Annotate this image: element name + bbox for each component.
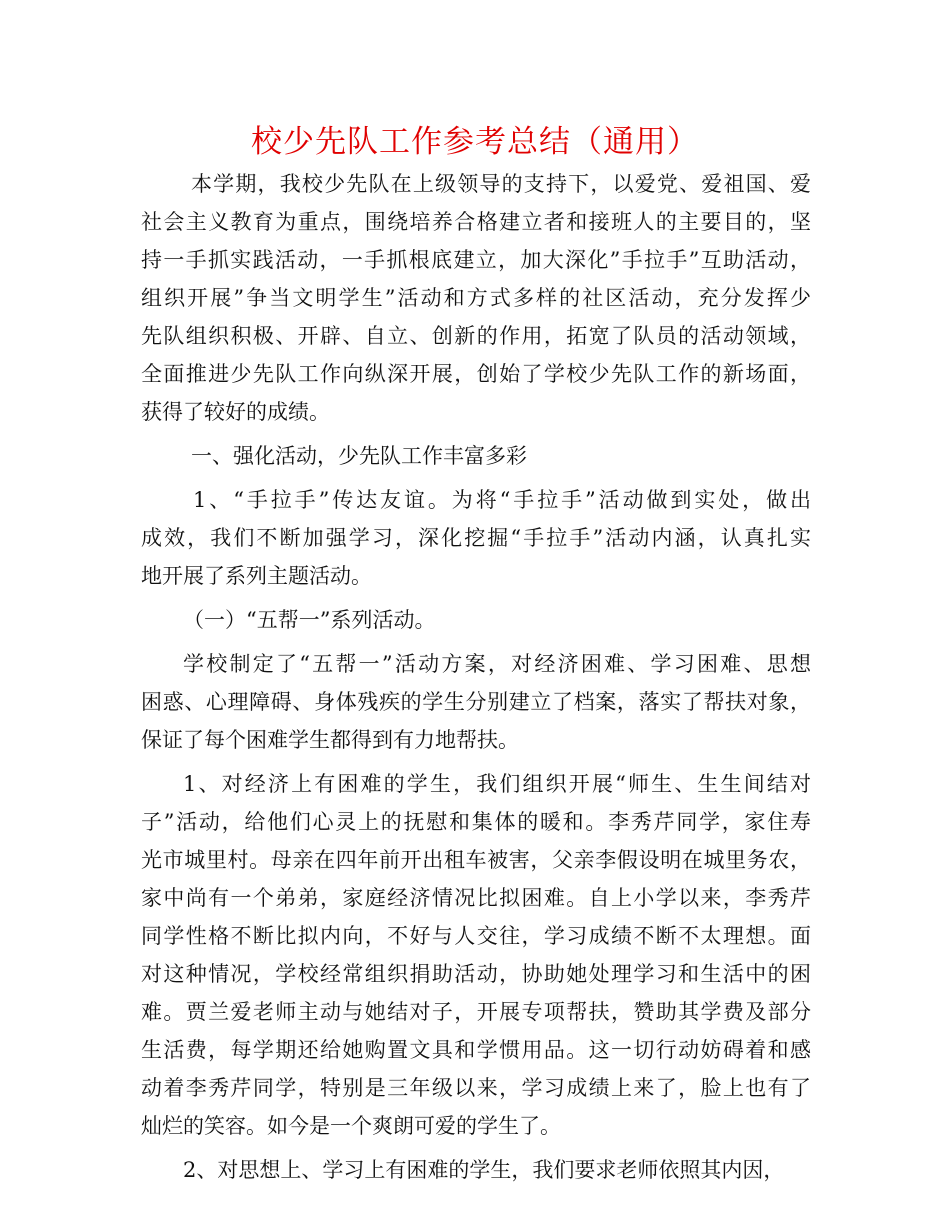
text-line: 先队组织积极、开辟、自立、创新的作用，拓宽了队员的活动领域， [141, 324, 811, 348]
text-line: 成效，我们不断加强学习，深化挖掘“手拉手”活动内涵，认真扎实 [141, 526, 811, 550]
text-line: 同学性格不断比拟内向，不好与人交往，学习成绩不断不太理想。面 [141, 924, 811, 948]
text-line: 生活费，每学期还给她购置文具和学惯用品。这一切行动妨碍着和感 [141, 1038, 811, 1062]
text-line: 持一手抓实践活动，一手抓根底建立，加大深化”手拉手”互助活动， [141, 248, 811, 272]
text-line: 1、对经济上有困难的学生，我们组织开展“师生、生生间结对 [183, 772, 811, 796]
paragraph-section-1 [141, 437, 811, 475]
text-line: 灿烂的笑容。如今是一个爽朗可爱的学生了。 [141, 1114, 561, 1138]
paragraph-sub-1 [141, 601, 811, 639]
text-line: 动着李秀芹同学，特别是三年级以来，学习成绩上来了，脸上也有了 [141, 1076, 811, 1100]
paragraph-para-plan [141, 645, 811, 759]
paragraph-intro [141, 165, 811, 431]
text-line: 家中尚有一个弟弟，家庭经济情况比拟困难。自上小学以来，李秀芹 [141, 886, 811, 910]
text-line: 本学期，我校少先队在上级领导的支持下，以爱党、爱祖国、爱 [191, 172, 811, 196]
text-line: 获得了较好的成绩。 [141, 400, 330, 424]
document-body [141, 165, 811, 1189]
text-line: （一）“五帮一”系列活动。 [183, 608, 436, 632]
text-line: 对这种情况，学校经常组织捐助活动，协助她处理学习和生活中的困 [141, 962, 811, 986]
paragraph-item-1 [141, 481, 811, 595]
text-line: 社会主义教育为重点，围绕培养合格建立者和接班人的主要目的，坚 [141, 210, 811, 234]
text-line: 保证了每个困难学生都得到有力地帮扶。 [141, 728, 519, 752]
document-title: 校少先队工作参考总结（通用） [251, 124, 699, 160]
text-line: 2、对思想上、学习上有困难的学生，我们要求老师依照其内因， [183, 1158, 785, 1182]
paragraph-para-thought [141, 1151, 811, 1189]
text-line: 难。贾兰爱老师主动与她结对子，开展专项帮扶，赞助其学费及部分 [141, 1000, 811, 1024]
text-line: 困惑、心理障碍、身体残疾的学生分别建立了档案，落实了帮扶对象， [141, 690, 811, 714]
text-line: 组织开展”争当文明学生”活动和方式多样的社区活动，充分发挥少 [141, 286, 811, 310]
text-line: 地开展了系列主题活动。 [141, 564, 372, 588]
text-line: 学校制定了“五帮一”活动方案，对经济困难、学习困难、思想 [183, 652, 811, 676]
text-line: 全面推进少先队工作向纵深开展，创始了学校少先队工作的新场面， [141, 362, 811, 386]
text-line: 子”活动，给他们心灵上的抚慰和集体的暖和。李秀芹同学，家住寿 [141, 810, 811, 834]
text-line: 一、强化活动，少先队工作丰富多彩 [191, 444, 527, 468]
text-line: 1、“手拉手”传达友谊。为将“手拉手”活动做到实处，做出 [193, 488, 811, 512]
paragraph-para-econ [141, 765, 811, 1145]
text-line: 光市城里村。母亲在四年前开出租车被害，父亲李假设明在城里务农， [141, 848, 811, 872]
